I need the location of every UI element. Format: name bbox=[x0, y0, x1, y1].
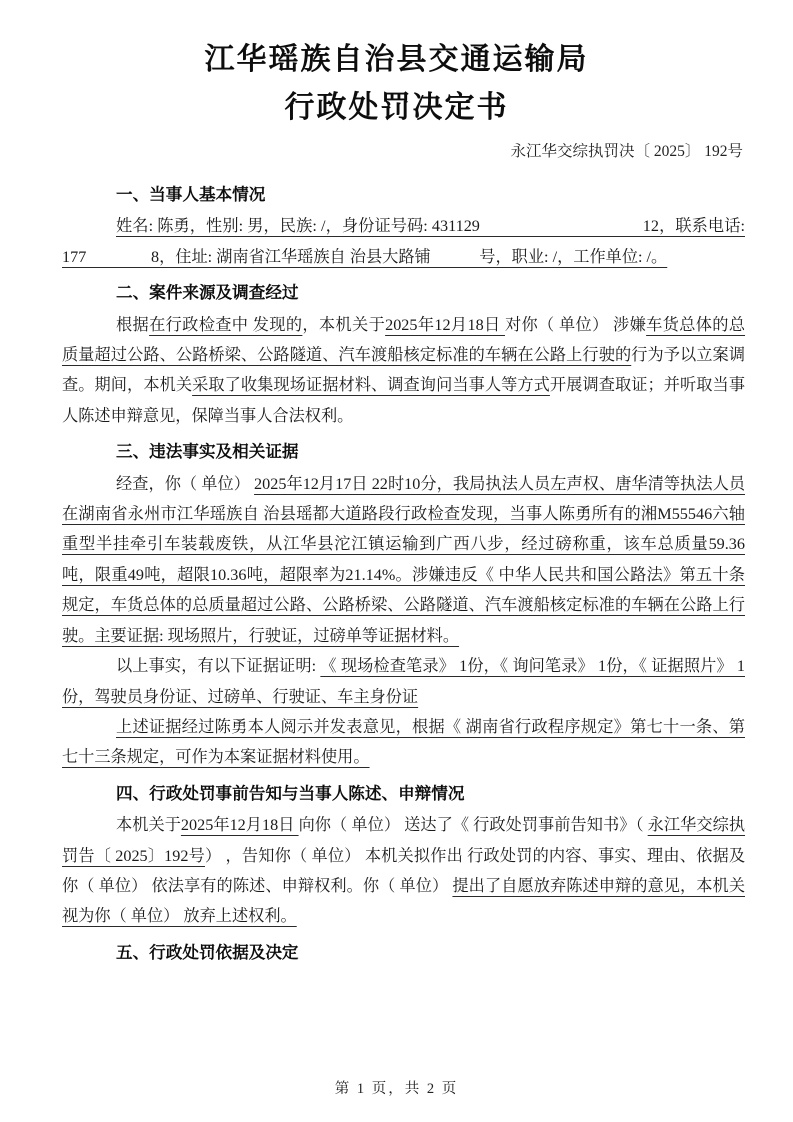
section bbox=[62, 180, 745, 272]
page-footer: 第 1 页，共 2 页 bbox=[334, 1081, 459, 1097]
section-heading: 一、当事人基本情况 bbox=[116, 185, 266, 204]
document-body bbox=[0, 164, 793, 968]
text-run: 对你（ 单位） 涉嫌 bbox=[504, 315, 647, 334]
filled-blank-text: 在行政检查中 发现的 bbox=[149, 315, 303, 334]
section bbox=[62, 938, 745, 968]
document-header bbox=[0, 0, 793, 132]
paragraph bbox=[62, 469, 745, 651]
section bbox=[62, 278, 745, 431]
paragraph bbox=[62, 211, 745, 272]
paragraph bbox=[62, 651, 745, 712]
filled-blank-text: 2025年12月17日 22时10分，我局执法人员左声权、唐华清等执法人员在湖南省永州市江华瑶族自 治县瑶都大道路段行政检查发现，当事人陈勇所有的湘M55546六轴重型半挂牵引车装载废铁，从江华县沱江镇运输到广西八步，经过磅称重，该车总质量59.36吨，限重49吨，超限10.36吨，超限率为21.14%。涉嫌违反《 中华人民共和国公路法》第五十条规定，车货总体的总质量超过公路、公路桥梁、公路隧道、汽车渡船核定标准的车辆在公路上行驶。主要证据: 现场照片，行驶证，过磅单等证据材料。 bbox=[62, 474, 746, 645]
filled-blank-text: 上述证据经过陈勇本人阅示并发表意见，根据《 湖南省行政程序规定》第七十一条、第七十三条规定，可作为本案证据材料使用。 bbox=[62, 717, 745, 767]
filled-blank-text: 采取了收集现场证据材料、调查询问当事人等方式 bbox=[192, 376, 550, 395]
filled-blank-text: 2025年12月18日 bbox=[180, 816, 299, 835]
section bbox=[62, 779, 745, 932]
text-run: ） ，告知你（ 单位） 本机关拟作出 行政处罚的内容、事实、理由、依据及你（ 单位） 依法享有的陈述、申辩权利。你（ 单位） bbox=[62, 846, 746, 895]
section bbox=[62, 437, 745, 772]
document-title-line1: 江华瑶族自治县交通运输局 bbox=[204, 43, 589, 76]
text-run: 根据 bbox=[116, 315, 150, 334]
text-run: 经查，你（ 单位） bbox=[116, 474, 255, 493]
text-run: ，本机关于 bbox=[302, 315, 386, 334]
section-heading: 三、违法事实及相关证据 bbox=[116, 442, 299, 462]
paragraph bbox=[62, 810, 745, 932]
filled-blank-text: 车货总体的总质量超过公路、公路桥梁、公路隧道、汽车渡船核定标准的车辆在公路上行驶的 bbox=[62, 315, 746, 365]
text-run: 行为予以立案调查。期间，本机关 bbox=[62, 346, 746, 395]
filled-blank-text: 姓名: 陈勇，性别: 男，民族: /，身份证号码: 431129 12，联系电话: 177 8，住址: 湖南省江华瑶族自 治县大路铺 号，职业: /，工作单位: /。 bbox=[62, 217, 745, 266]
section-heading: 二、案件来源及调查经过 bbox=[116, 283, 299, 303]
paragraph bbox=[62, 310, 745, 432]
text-run: 开展调查取证；并听取当事人陈述申辩意见，保障当事人合法权利。 bbox=[62, 376, 746, 425]
filled-blank-text: 2025年12月18日 bbox=[385, 315, 505, 334]
document-reference-number: 永江华交综执罚决〔 2025〕 192号 bbox=[510, 143, 743, 160]
filled-blank-text: 提出了自愿放弃陈述申辩的意见，本机关视为你（ 单位） 放弃上述权利。 bbox=[62, 876, 746, 926]
section-heading: 五、行政处罚依据及决定 bbox=[116, 942, 299, 962]
text-run: 本机关于 bbox=[116, 816, 181, 835]
section-heading: 四、行政处罚事前告知与当事人陈述、申辩情况 bbox=[116, 783, 465, 803]
document-title-line2: 行政处罚决定书 bbox=[284, 91, 509, 124]
filled-blank-text: 《 现场检查笔录》 1份，《 询问笔录》 1份，《 证据照片》 1份，驾驶员身份证、过磅单、行驶证、车主身份证 bbox=[62, 657, 745, 706]
paragraph bbox=[62, 712, 745, 773]
text-run: 向你（ 单位） 送达了《 行政处罚事前告知书》（ bbox=[298, 816, 648, 835]
filled-blank-text: 永江华交综执罚告〔 2025〕192号 bbox=[62, 816, 746, 865]
text-run: 以上事实，有以下证据证明: bbox=[116, 657, 321, 676]
